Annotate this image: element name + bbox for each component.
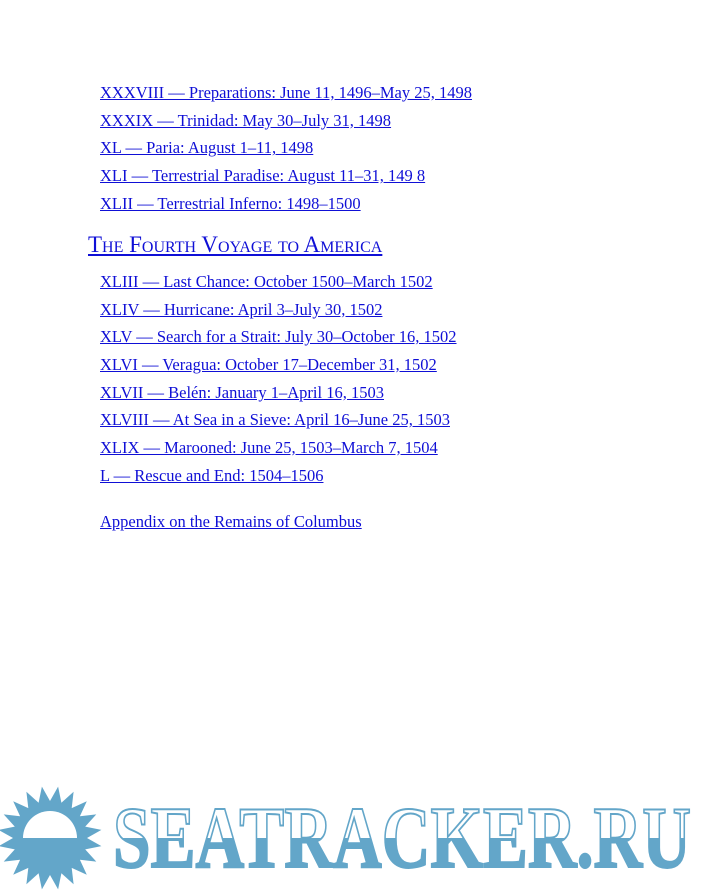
sun-over-sea-icon (0, 787, 101, 890)
watermark-seatracker (0, 780, 704, 890)
toc-link[interactable]: XLII — Terrestrial Inferno: 1498–1500 (100, 193, 361, 213)
toc-link[interactable]: XLI — Terrestrial Paradise: August 11–31, 149 8 (100, 166, 426, 186)
section-heading-link[interactable]: The Fourth Voyage to America (88, 231, 383, 257)
toc-link[interactable]: XXXIX — Trinidad: May 30–July 31, 1498 (100, 110, 392, 130)
appendix-entry (100, 508, 694, 536)
toc-link[interactable]: XLIII — Last Chance: October 1500–March 1502 (100, 271, 433, 291)
watermark-text: SEATRACKER.RU (113, 790, 691, 887)
section-heading-fourth-voyage (88, 232, 694, 258)
toc-link[interactable]: XLVIII — At Sea in a Sieve: April 16–June 25, 1503 (100, 410, 450, 430)
toc-link[interactable]: XLIX — Marooned: June 25, 1503–March 7, 1504 (100, 438, 438, 458)
toc-link[interactable]: XXXVIII — Preparations: June 11, 1496–May 25, 1498 (100, 83, 472, 102)
appendix-link[interactable]: Appendix on the Remains of Columbus (100, 511, 362, 531)
toc-link[interactable]: XLVII — Belén: January 1–April 16, 1503 (100, 382, 384, 402)
toc-link[interactable]: XLVI — Veragua: October 17–December 31, 1502 (100, 355, 437, 375)
toc-link[interactable]: XLV — Search for a Strait: July 30–October 16, 1502 (100, 327, 457, 347)
toc-group-third-voyage (100, 79, 694, 218)
toc-link[interactable]: XL — Paria: August 1–11, 1498 (100, 138, 314, 158)
toc-link[interactable]: L — Rescue and End: 1504–1506 (100, 465, 324, 485)
toc-group-fourth-voyage (100, 268, 694, 490)
toc-link[interactable]: XLIV — Hurricane: April 3–July 30, 1502 (100, 299, 383, 319)
